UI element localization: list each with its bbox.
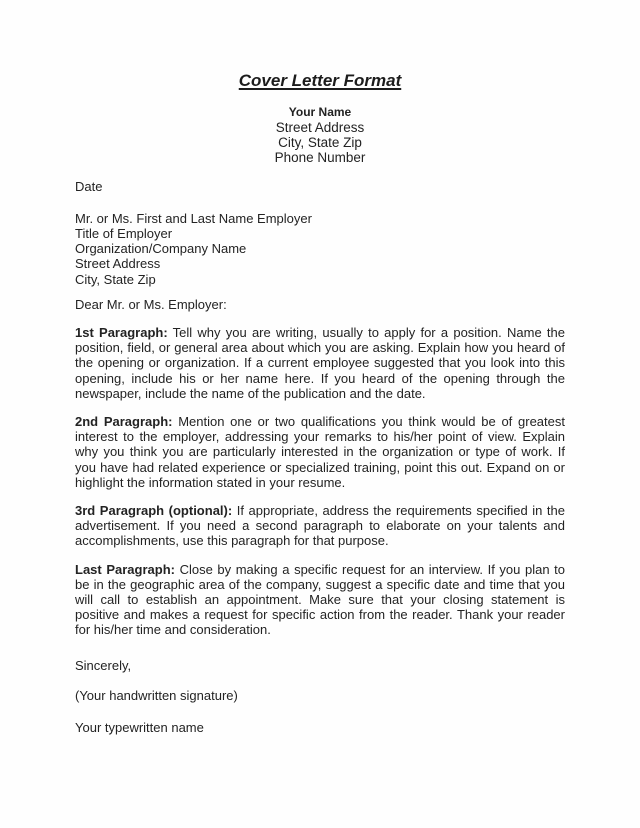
sender-phone-number: Phone Number [274, 150, 366, 166]
paragraph-first [75, 325, 565, 401]
paragraph-second-label: 2nd Paragraph: [75, 414, 173, 430]
paragraph-last-text: Close by making a specific request for an interview. If you plan to be in the geographic area of the company, suggest a specific date and time that you will call to establish an appointment. Make sure that your closing statement is positive and makes a request for specific action from the reader. Thank your reader for his/her time and consideration. [75, 561, 565, 638]
date-line: Date [75, 178, 103, 194]
paragraph-third-label: 3rd Paragraph (optional): [75, 503, 233, 519]
paragraph-second-text: Mention one or two qualifications you think would be of greatest interest to the employer, addressing your remarks to his/her point of view. Explain why you think you are particularly interested in the organization or type of work. If you have had related experience or specialized training, point this out. Expand on or highlight the information stated in your resume. [75, 414, 565, 490]
salutation-line: Dear Mr. or Ms. Employer: [75, 296, 227, 312]
sender-address-block [75, 105, 565, 166]
paragraph-last [75, 562, 565, 638]
paragraph-first-label: 1st Paragraph: [75, 325, 168, 341]
document-content [0, 105, 640, 735]
typewritten-name-placeholder: Your typewritten name [75, 720, 204, 736]
paragraph-third-text: If appropriate, address the requirements specified in the advertisement. If you need a second paragraph to elaborate on your talents and accomplishments, use this paragraph for that purpose. [75, 503, 565, 549]
recipient-title: Title of Employer [75, 226, 173, 242]
paragraph-first-text: Tell why you are writing, usually to apply for a position. Name the position, field, or general area about which you are asking. Explain how you heard of the opening or organization. If a current employee suggested that you look into this opening, include his or her name here. If you heard of the opening through the newspaper, include the name of the publication and the date. [75, 325, 565, 401]
valediction-line: Sincerely, [75, 657, 132, 673]
recipient-organization: Organization/Company Name [75, 241, 247, 257]
recipient-street-address: Street Address [75, 256, 161, 272]
document-title-text: Cover Letter Format [238, 71, 402, 90]
handwritten-signature-placeholder: (Your handwritten signature) [75, 687, 238, 703]
recipient-name: Mr. or Ms. First and Last Name Employer [75, 210, 312, 226]
recipient-address-block [75, 211, 565, 287]
recipient-city-state-zip: City, State Zip [75, 271, 156, 287]
paragraph-third-optional [75, 503, 565, 549]
paragraph-second [75, 414, 565, 490]
document-title [0, 70, 640, 92]
sender-city-state-zip: City, State Zip [278, 135, 362, 151]
sender-street-address: Street Address [275, 120, 365, 135]
paragraph-last-label: Last Paragraph: [75, 561, 175, 577]
sender-name: Your Name [288, 105, 352, 119]
